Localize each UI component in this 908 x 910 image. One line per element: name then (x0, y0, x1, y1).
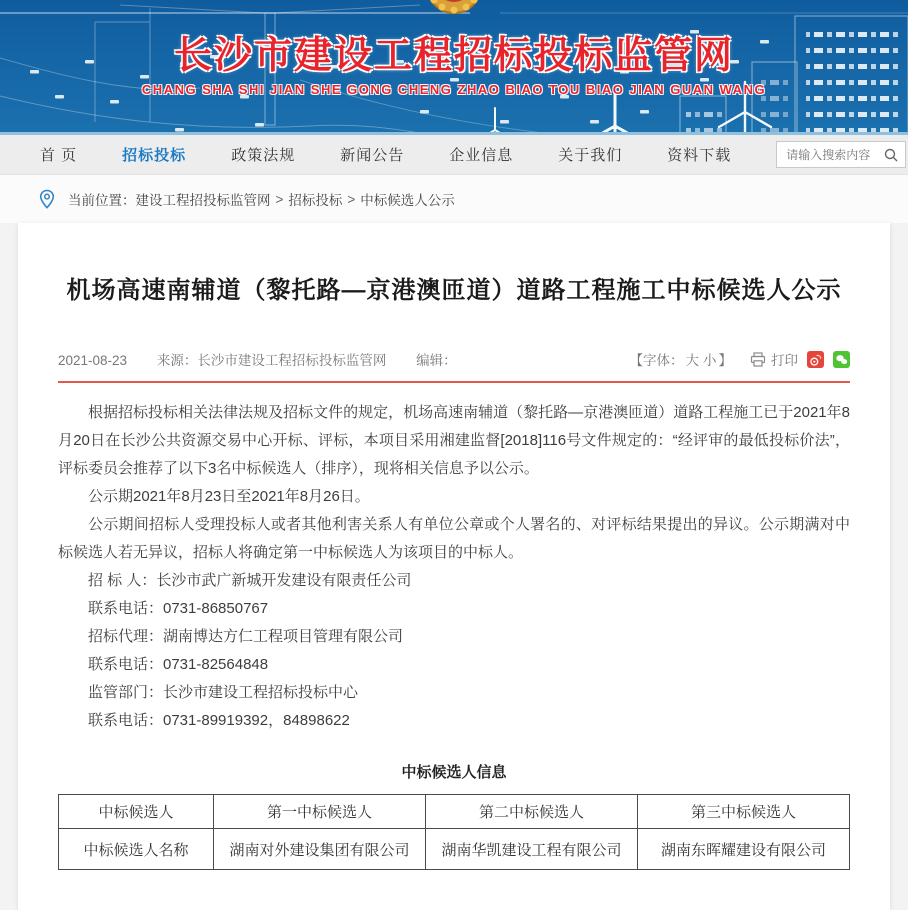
site-title: 长沙市建设工程招标投标监管网 (173, 35, 734, 77)
font-size-prefix: 【字体： (629, 353, 684, 369)
nav-item-downloads[interactable]: 资料下载 (667, 147, 732, 164)
table-cell: 中标候选人名称 (59, 829, 214, 870)
article-paragraph: 联系电话：0731-86850767 (88, 600, 269, 618)
table-header-cell: 第一中标候选人 (214, 795, 426, 829)
location-pin-icon (38, 189, 56, 210)
nav-item-enterprise[interactable]: 企业信息 (449, 147, 514, 164)
nav-item-news[interactable]: 新闻公告 (340, 147, 405, 164)
search-input[interactable] (784, 147, 884, 163)
main-nav (0, 135, 908, 175)
table-header-row (59, 795, 850, 829)
article-paragraph: 联系电话：0731-82564848 (88, 656, 269, 674)
article-paragraph: 根据招标投标相关法律法规及招标文件的规定，机场高速南辅道（黎托路—京港澳匝道）道路工程施工已于2021年8月20日在长沙公共资源交易中心开标、评标，本项目采用湘建监督[2018]116号文件规定的：“经评审的最低投标价法”，评标委员会推荐了以下3名中标候选人（排序），现将相关信息予以公示。 (58, 404, 850, 478)
table-cell: 湖南东晖耀建设有限公司 (638, 829, 850, 870)
article-card (18, 223, 890, 910)
table-header-cell: 第二中标候选人 (426, 795, 638, 829)
table-header-cell: 中标候选人 (59, 795, 214, 829)
table-cell: 湖南对外建设集团有限公司 (214, 829, 426, 870)
article-paragraph: 公示期2021年8月23日至2021年8月26日。 (88, 488, 370, 506)
search-box (776, 141, 906, 168)
font-size-small-button[interactable]: 小 (703, 353, 717, 369)
nav-item-bidding[interactable]: 招标投标 (122, 147, 187, 164)
font-size-suffix: 】 (718, 353, 732, 369)
breadcrumb-current: 中标候选人公示 (360, 193, 455, 208)
breadcrumb-separator: > (347, 191, 356, 207)
site-subtitle-pinyin: CHANG SHA SHI JIAN SHE GONG CHENG ZHAO BIAO TOU BIAO JIAN GUAN WANG (141, 82, 767, 97)
article-paragraph: 监管部门：长沙市建设工程招标投标中心 (88, 684, 359, 702)
article-meta (58, 349, 850, 369)
article-meta-left (58, 349, 483, 369)
nav-item-policies[interactable]: 政策法规 (231, 147, 296, 164)
weibo-share-icon[interactable] (807, 351, 824, 368)
font-size-large-button[interactable]: 大 (685, 353, 699, 369)
breadcrumb-link-site[interactable]: 建设工程招投标监管网 (135, 193, 271, 208)
article-paragraph: 招标代理：湖南博达方仁工程项目管理有限公司 (88, 628, 404, 646)
print-label: 打印 (771, 353, 798, 369)
table-cell: 湖南华凯建设工程有限公司 (426, 829, 638, 870)
printer-icon (750, 352, 766, 367)
national-emblem-icon (422, 0, 486, 18)
article-source: 来源：长沙市建设工程招标投标监管网 (156, 353, 387, 369)
article-date: 2021-08-23 (58, 353, 128, 369)
table-row (59, 829, 850, 870)
nav-item-home[interactable]: 首 页 (40, 147, 78, 164)
breadcrumb-separator: > (275, 191, 284, 207)
article-paragraph: 公示期间招标人受理投标人或者其他利害关系人有单位公章或个人署名的、对评标结果提出的异议。公示期满对中标候选人若无异议，招标人将确定第一中标候选人为该项目的中标人。 (58, 516, 850, 562)
article-editor: 编辑： (416, 353, 457, 369)
article-title: 机场高速南辅道（黎托路—京港澳匝道）道路工程施工中标候选人公示 (66, 277, 842, 304)
wechat-share-icon[interactable] (833, 351, 850, 368)
nav-item-about[interactable]: 关于我们 (558, 147, 623, 164)
title-divider-rule (58, 381, 850, 383)
article-body (58, 399, 850, 735)
table-header-cell: 第三中标候选人 (638, 795, 850, 829)
print-button[interactable] (750, 349, 798, 369)
article-meta-right (630, 349, 851, 369)
site-header-banner (0, 0, 908, 135)
article-paragraph: 招 标 人：长沙市武广新城开发建设有限责任公司 (88, 572, 412, 590)
candidates-table-caption: 中标候选人信息 (401, 764, 507, 782)
breadcrumb (0, 175, 908, 223)
breadcrumb-link-bidding[interactable]: 招标投标 (288, 193, 343, 208)
breadcrumb-prefix: 当前位置： (68, 193, 136, 208)
search-icon[interactable] (884, 148, 898, 162)
article-paragraph: 联系电话：0731-89919392，84898622 (88, 712, 350, 730)
